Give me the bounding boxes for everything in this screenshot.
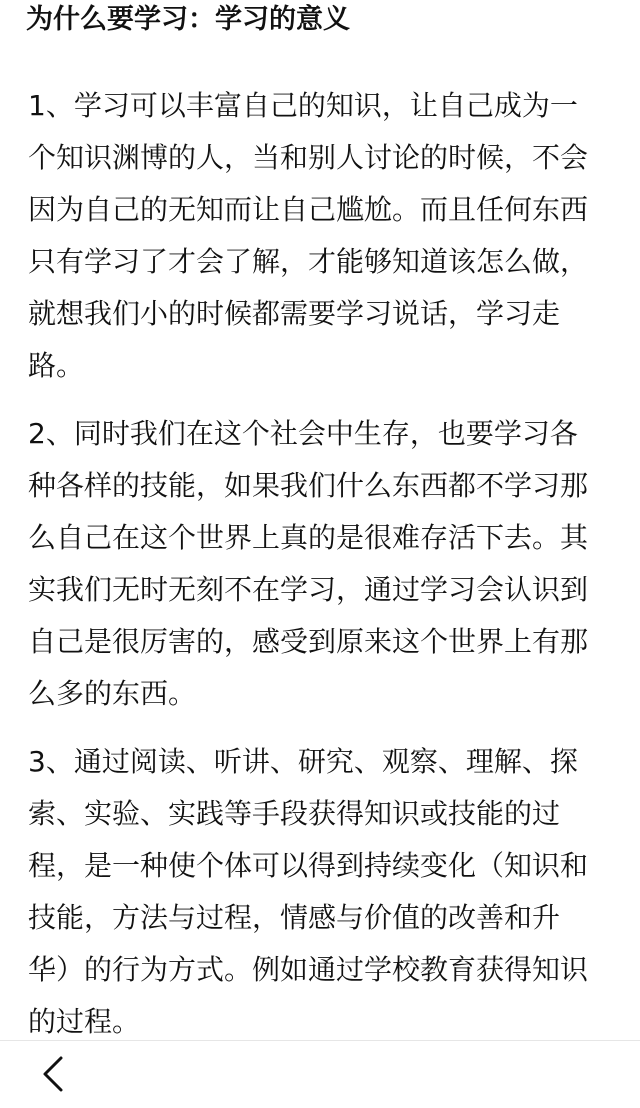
paragraph-line: 种各样的技能，如果我们什么东西都不学习那 <box>28 469 589 502</box>
paragraph-line: 个知识渊博的人，当和别人讨论的时候，不会 <box>28 141 589 174</box>
paragraph-line: 技能，方法与过程，情感与价值的改善和升 <box>28 901 561 934</box>
paragraph-line: 2、同时我们在这个社会中生存，也要学习各 <box>28 417 578 450</box>
paragraph-line: 1、学习可以丰富自己的知识，让自己成为一 <box>28 89 578 122</box>
paragraph-line: 的过程。 <box>28 1005 141 1038</box>
back-button[interactable] <box>30 1051 76 1097</box>
paragraph-line: 实我们无时无刻不在学习，通过学习会认识到 <box>28 573 589 606</box>
paragraph-line: 自己是很厉害的，感受到原来这个世界上有那 <box>28 625 589 658</box>
paragraph-line: 路。 <box>28 349 85 382</box>
paragraph-line: 么自己在这个世界上真的是很难存活下去。其 <box>28 521 589 554</box>
paragraph-line: 就想我们小的时候都需要学习说话，学习走 <box>28 297 561 330</box>
bottom-toolbar <box>0 1040 640 1108</box>
article-title: 为什么要学习：学习的意义 <box>26 4 350 35</box>
paragraph-2 <box>28 408 588 720</box>
paragraph-3 <box>28 736 588 1040</box>
paragraph-1 <box>28 80 588 392</box>
paragraph-line: 华）的行为方式。例如通过学校教育获得知识 <box>28 953 589 986</box>
paragraph-line: 只有学习了才会了解，才能够知道该怎么做， <box>28 245 589 278</box>
paragraph-line: 索、实验、实践等手段获得知识或技能的过 <box>28 797 561 830</box>
paragraph-line: 3、通过阅读、听讲、研究、观察、理解、探 <box>28 745 578 778</box>
paragraph-line: 程，是一种使个体可以得到持续变化（知识和 <box>28 849 589 882</box>
paragraph-line: 因为自己的无知而让自己尴尬。而且任何东西 <box>28 193 589 226</box>
chevron-left-icon <box>41 1054 65 1094</box>
paragraph-line: 么多的东西。 <box>28 677 197 710</box>
